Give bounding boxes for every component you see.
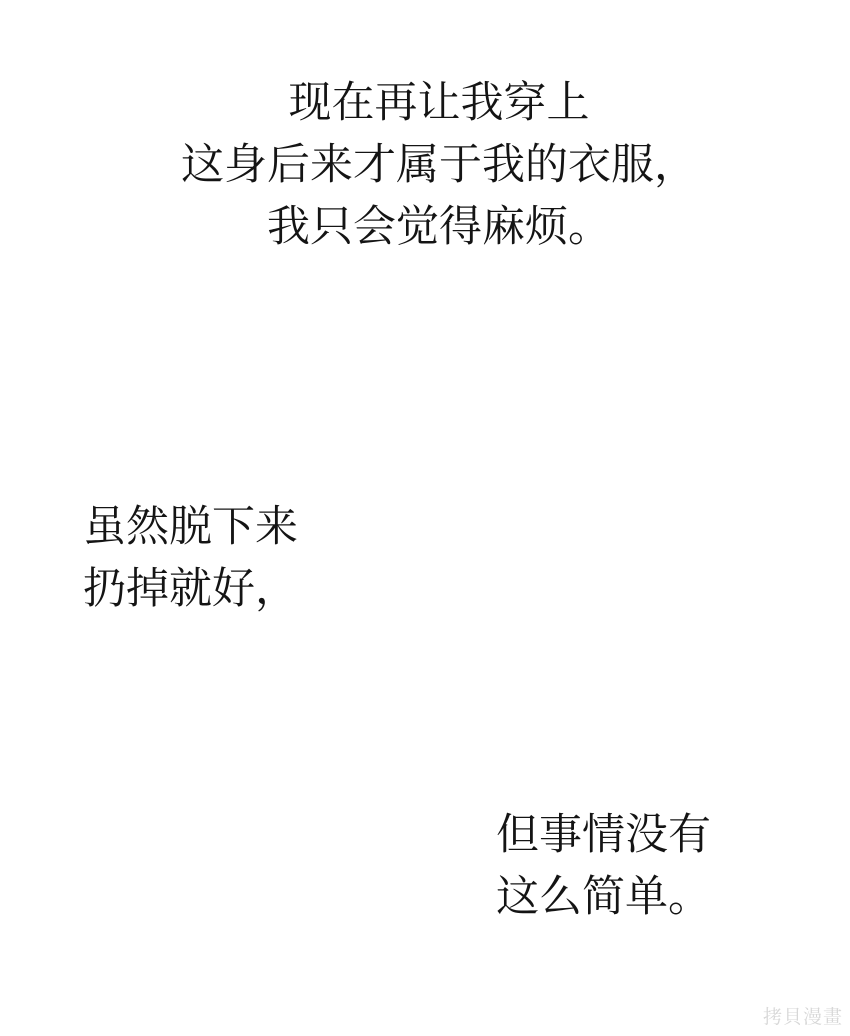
dialogue-line: 但事情没有	[496, 811, 711, 859]
dialogue-line: 这么简单。	[496, 873, 711, 921]
dialogue-line: 扔掉就好，	[83, 565, 298, 613]
dialogue-block-top-center	[0, 72, 850, 258]
dialogue-line: 我只会觉得麻烦。	[267, 203, 611, 251]
dialogue-line: 虽然脱下来	[83, 503, 298, 551]
dialogue-line: 现在再让我穿上	[288, 79, 590, 127]
site-watermark: 拷貝漫畫	[762, 1007, 843, 1028]
dialogue-block-bottom-right	[496, 804, 711, 928]
dialogue-block-middle-left	[83, 496, 298, 620]
dialogue-line: 这身后来才属于我的衣服，	[181, 141, 697, 189]
